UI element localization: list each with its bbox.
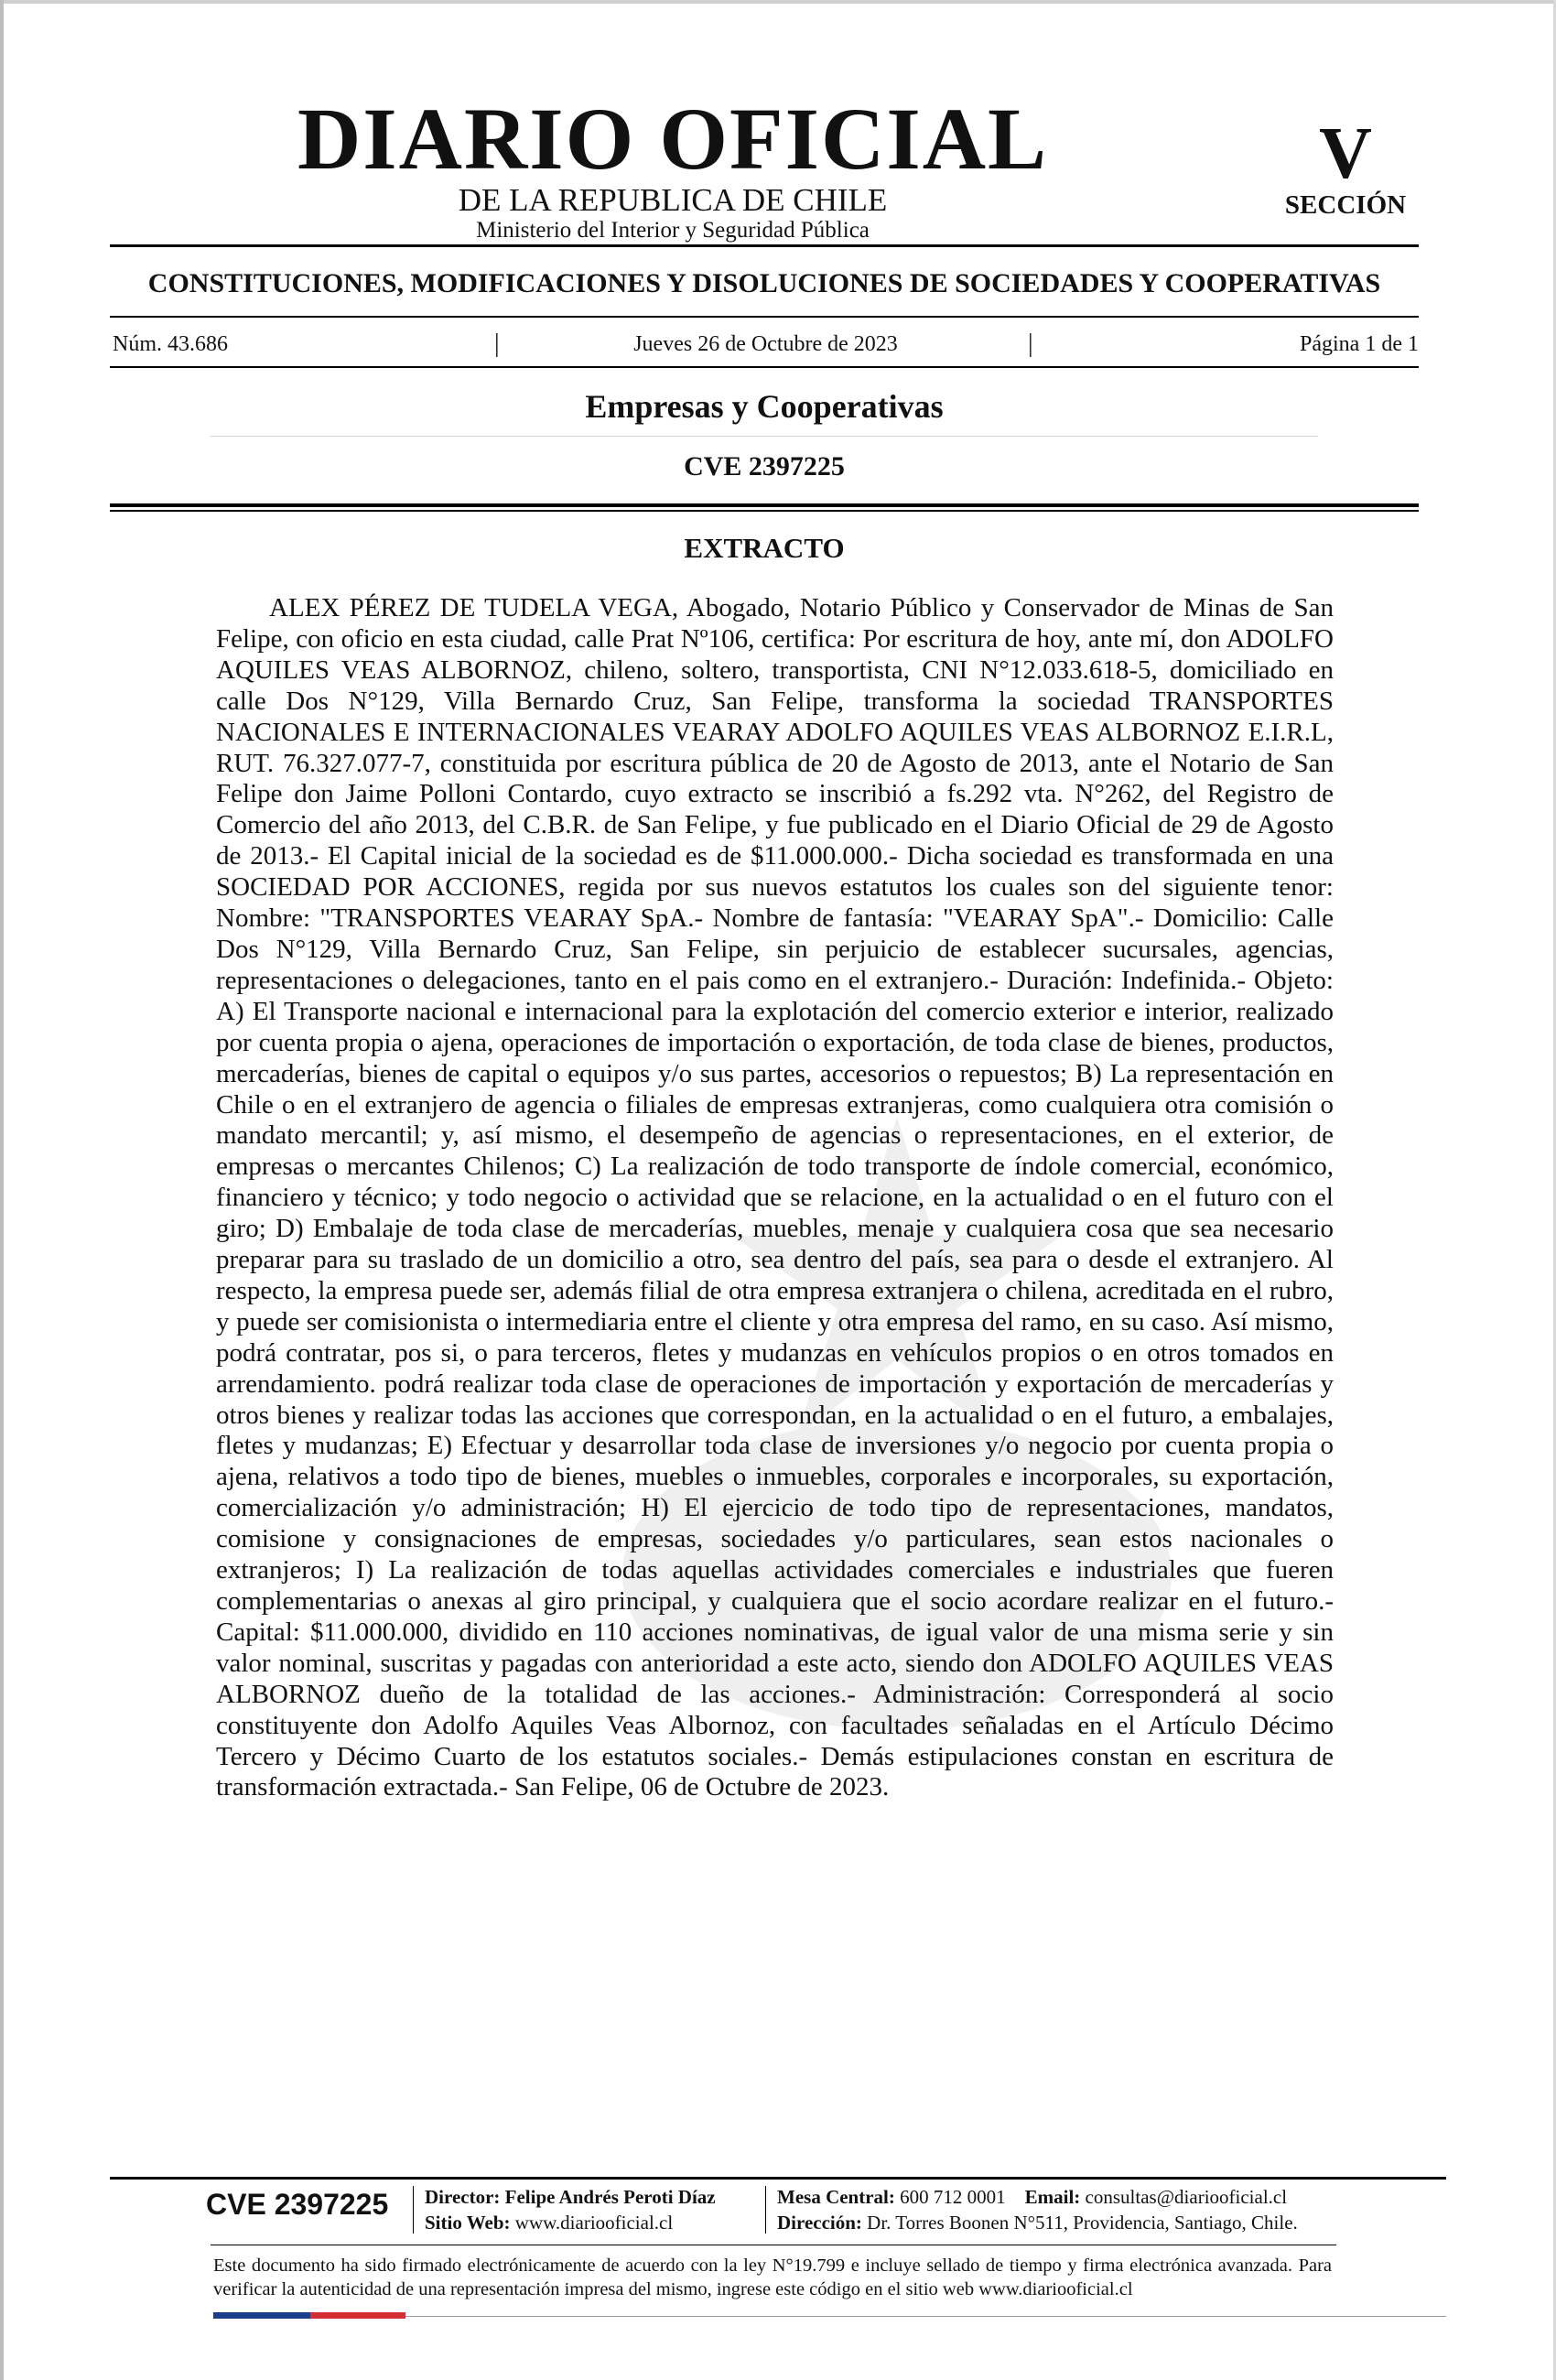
- issue-meta-bar: [113, 330, 1419, 358]
- address-value: Dr. Torres Boonen N°511, Providencia, Santiago, Chile.: [867, 2212, 1298, 2234]
- section-word: SECCIÓN: [1284, 190, 1407, 220]
- scan-edge-top: [0, 0, 1556, 4]
- footer-director-block: [425, 2184, 716, 2235]
- meta-rule: [110, 366, 1419, 368]
- cve-code: CVE 2397225: [684, 451, 845, 481]
- category-divider: [211, 436, 1318, 437]
- flag-blue-stripe: [213, 2312, 310, 2319]
- email-link[interactable]: consultas@diariooficial.cl: [1085, 2186, 1288, 2208]
- site-link[interactable]: www.diariooficial.cl: [514, 2212, 674, 2234]
- address-label: Dirección:: [777, 2212, 862, 2234]
- meta-separator: |: [1028, 330, 1033, 358]
- category-heading: Empresas y Cooperativas: [585, 388, 944, 425]
- central-label: Mesa Central:: [777, 2186, 895, 2208]
- masthead-title: DIARIO OFICIAL: [297, 90, 1049, 188]
- masthead-rule-top: [110, 244, 1419, 247]
- central-phone: 600 712 0001: [900, 2186, 1006, 2208]
- footer-rule-bottom: [405, 2316, 1446, 2317]
- cve-rule-thin: [110, 510, 1419, 512]
- section-title-rule: [110, 316, 1419, 318]
- footer-rule-top: [110, 2177, 1446, 2180]
- meta-separator: |: [494, 330, 500, 358]
- section-mark: [1263, 114, 1428, 220]
- director-label: Director:: [425, 2186, 501, 2208]
- director-name: Felipe Andrés Peroti Díaz: [504, 2186, 716, 2208]
- section-title: CONSTITUCIONES, MODIFICACIONES Y DISOLUCIONES DE SOCIEDADES Y COOPERATIVAS: [147, 268, 1381, 298]
- chile-flag-stripe: [213, 2312, 405, 2319]
- footer-legal-note: Este documento ha sido firmado electrónicamente de acuerdo con la ley N°19.799 e incluye sellado de tiempo y firma electrónica avanzada. Para verificar la autenticidad de una representación impresa del mismo, ingrese este código en el sitio web www.diariooficial.cl: [213, 2256, 1332, 2299]
- masthead: [211, 92, 1135, 243]
- footer-separator: [765, 2186, 766, 2234]
- issue-date: Jueves 26 de Octubre de 2023: [633, 332, 898, 356]
- site-label: Sitio Web:: [425, 2212, 511, 2234]
- flag-red-stripe: [310, 2312, 405, 2319]
- issue-number: Núm. 43.686: [113, 332, 228, 356]
- document-title: EXTRACTO: [684, 532, 845, 564]
- footer-cve-code: CVE 2397225: [206, 2188, 389, 2221]
- scan-edge-left: [0, 0, 4, 2380]
- masthead-ministry: Ministerio del Interior y Seguridad Pública: [476, 218, 870, 243]
- document-body: [216, 593, 1334, 1803]
- section-letter: V: [1319, 114, 1372, 194]
- footer-contact-block: [777, 2184, 1298, 2235]
- cve-rule-thick: [110, 503, 1419, 507]
- footer-separator: [413, 2186, 414, 2234]
- body-paragraph: ALEX PÉREZ DE TUDELA VEGA, Abogado, Notario Público y Conservador de Minas de San Felipe, con oficio en esta ciudad, calle Prat Nº106, certifica: Por escritura de hoy, ante mí, don ADOLFO AQUILES VEAS ALBORNOZ, chileno, soltero, transportista, CNI N°12.033.618-5, domiciliado en calle Dos N°129, Villa Bernardo Cruz, San Felipe, transforma la sociedad TRANSPORTES NACIONALES E INTERNACIONALES VEARAY ADOLFO AQUILES VEAS ALBORNOZ E.I.R.L, RUT. 76.327.077-7, constituida por escritura pública de 20 de Agosto de 2013, ante el Notario de San Felipe don Jaime Polloni Contardo, cuyo extracto se inscribió a fs.292 vta. N°262, del Registro de Comercio del año 2013, del C.B.R. de San Felipe, y fue publicado en el Diario Oficial de 29 de Agosto de 2013.- El Capital inicial de la sociedad es de $11.000.000.- Dicha sociedad es transformada en una SOCIEDAD POR ACCIONES, regida por sus nuevos estatutos los cuales son del siguiente tenor: Nombre: "TRANSPORTES VEARAY SpA.- Nombre de fantasía: "VEARAY SpA".- Domicilio: Calle Dos N°129, Villa Bernardo Cruz, San Felipe, sin perjuicio de establecer sucursales, agencias, representaciones o delegaciones, tanto en el pais como en el extranjero.- Duración: Indefinida.- Objeto: A) El Transporte nacional e internacional para la explotación del comercio exterior e interior, realizado por cuenta propia o ajena, operaciones de importación o exportación, de toda clase de bienes, productos, mercaderías, bienes de capital o equipos y/o sus partes, accesorios o repuestos; B) La representación en Chile o en el extranjero de agencia o filiales de empresas extranjeras, como cualquiera otra comisión o mandato mercantil; y, así mismo, el desempeño de agencias o representaciones, en el exterior, de empresas o mercantes Chilenos; C) La realización de todo transporte de índole comercial, económico, financiero y técnico; y todo negocio o actividad que se relacione, en la actualidad o en el futuro con el giro; D) Embalaje de toda clase de mercaderías, muebles, menaje y cualquiera cosa que sea necesario preparar para su traslado de un domicilio a otro, sea dentro del país, sea para o desde el extranjero. Al respecto, la empresa puede ser, además filial de otra empresa extranjera o chilena, acreditada en el rubro, y puede ser comisionista o intermediaria entre el cliente y otra empresa del ramo, en su caso. Así mismo, podrá contratar, pos si, o para terceros, fletes y mudanzas en vehículos propios o en otros tomados en arrendamiento. podrá realizar toda clase de operaciones de importación y exportación de mercaderías y otros bienes y realizar todas las acciones que correspondan, en la actualidad o en el futuro, a embalajes, fletes y mudanzas; E) Efectuar y desarrollar toda clase de inversiones y/o negocio por cuenta propia o ajena, relativos a todo tipo de bienes, muebles o inmuebles, corporales e incorporales, su exportación, comercialización y/o administración; H) El ejercicio de todo tipo de representaciones, mandatos, comisione y consignaciones de empresas, sociedades y/o particulares, sean estos nacionales o extranjeros; I) La realización de todas aquellas actividades comerciales e industriales que fueren complementarias o anexas al giro principal, y cualquiera que el socio acordare realizar en el futuro.- Capital: $11.000.000, dividido en 110 acciones nominativas, de igual valor de una misma serie y sin valor nominal, suscritas y pagadas con anterioridad a este acto, siendo don ADOLFO AQUILES VEAS ALBORNOZ dueño de la totalidad de las acciones.- Administración: Corresponderá al socio constituyente don Adolfo Aquiles Veas Albornoz, con facultades señaladas en el Artículo Décimo Tercero y Décimo Cuarto de los estatutos sociales.- Demás estipulaciones constan en escritura de transformación extractada.- San Felipe, 06 de Octubre de 2023.: [216, 593, 1334, 1802]
- email-label: Email:: [1024, 2186, 1081, 2208]
- masthead-subtitle: DE LA REPUBLICA DE CHILE: [458, 182, 888, 218]
- page-indicator: Página 1 de 1: [1300, 332, 1419, 356]
